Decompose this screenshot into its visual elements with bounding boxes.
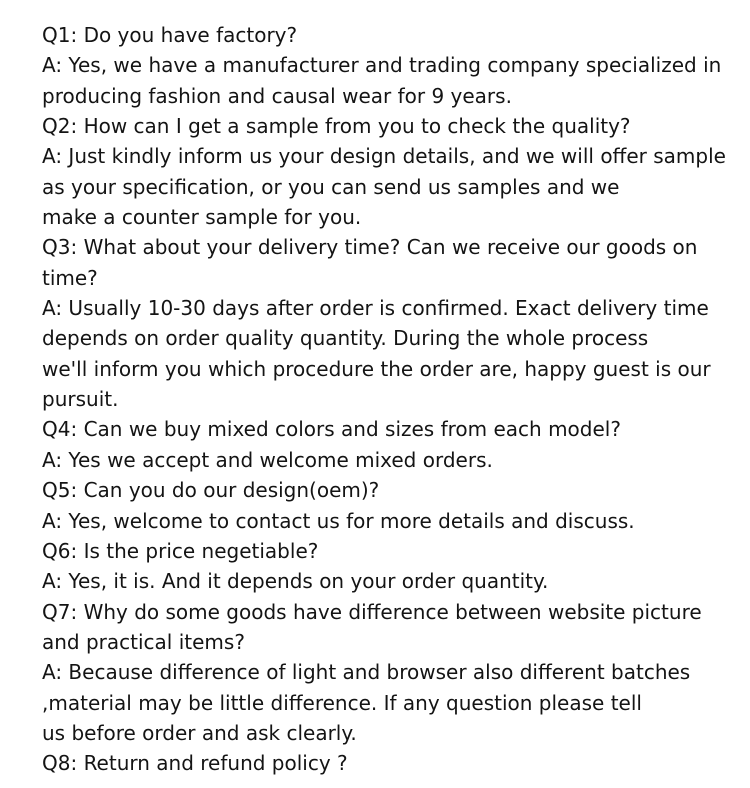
q2-answer-line-2: as your specification, or you can send us samples and we [42,174,620,199]
q6-answer-line: A: Yes, it is. And it depends on your order quantity. [42,569,549,594]
q4-question-line: Q4: Can we buy mixed colors and sizes from each model? [42,417,621,442]
q5-answer-line: A: Yes, welcome to contact us for more details and discuss. [42,508,635,533]
q3-answer-line-1: A: Usually 10-30 days after order is confirmed. Exact delivery time [42,296,709,321]
q2-answer-line-3: make a counter sample for you. [42,205,362,230]
q7-question-line-1: Q7: Why do some goods have difference between website picture [42,599,702,624]
q3-question-line-1: Q3: What about your delivery time? Can we receive our goods on [42,235,698,260]
faq-text-block [42,20,732,779]
q2-question-line: Q2: How can I get a sample from you to check the quality? [42,114,631,139]
q2-answer-line-1: A: Just kindly inform us your design details, and we will offer sample [42,144,726,169]
q7-answer-line-3: us before order and ask clearly. [42,720,357,745]
q3-answer-line-3: we'll inform you which procedure the order are, happy guest is our [42,356,711,381]
q6-question-line: Q6: Is the price negetiable? [42,538,319,563]
q5-question-line: Q5: Can you do our design(oem)? [42,478,380,503]
q1-answer-line-2: producing fashion and causal wear for 9 years. [42,83,512,108]
q4-answer-line: A: Yes we accept and welcome mixed orders. [42,447,493,472]
q7-answer-line-1: A: Because difference of light and browser also different batches [42,660,691,685]
q1-question-line: Q1: Do you have factory? [42,23,298,47]
q3-question-line-2: time? [42,265,98,290]
q8-question-line: Q8: Return and refund policy ? [42,751,348,776]
q3-answer-line-4: pursuit. [42,387,119,412]
q1-answer-line-1: A: Yes, we have a manufacturer and trading company specialized in [42,53,722,78]
q3-answer-line-2: depends on order quality quantity. During the whole process [42,326,649,351]
q7-answer-line-2: ,material may be little difference. If any question please tell [42,690,642,715]
q7-question-line-2: and practical items? [42,629,245,654]
